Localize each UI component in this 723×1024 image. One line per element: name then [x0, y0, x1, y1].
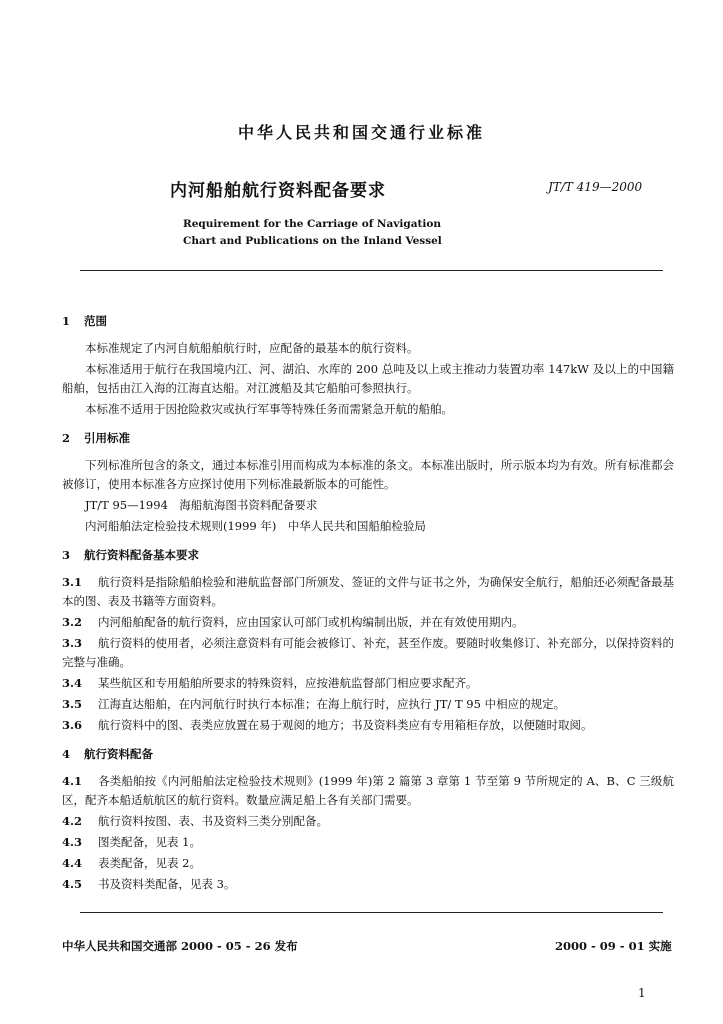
- section-1-heading: 1 范围: [62, 314, 107, 328]
- document-body: [62, 302, 674, 896]
- footer-divider: [80, 912, 663, 913]
- section-2-paragraph: 下列标准所包含的条文，通过本标准引用而构成为本标准的条文。本标准出版时，所示版本均为有效。所有标准都会被修订，使用本标准各方应探讨使用下列标准最新版本的可能性。: [62, 458, 674, 491]
- clause-3-2: 3.2 内河船舶配备的航行资料，应由国家认可部门或机构编制出版，并在有效使用期内。: [62, 615, 524, 629]
- clause-4-4: 4.4 表类配备，见表 2。: [62, 856, 201, 870]
- page-number: 1: [638, 986, 646, 1000]
- section-1-paragraph: 本标准适用于航行在我国境内江、河、湖泊、水库的 200 总吨及以上或主推动力装置功率 147kW 及以上的中国籍船舶，包括由江入海的江海直达船。对江渡船及其它船舶可参照执行。: [62, 362, 674, 395]
- clause-3-4: 3.4 某些航区和专用船舶所要求的特殊资料，应按港航监督部门相应要求配齐。: [62, 676, 478, 690]
- clause-3-1: 3.1 航行资料是指除船舶检验和港航监督部门所颁发、签证的文件与证书之外，为确保安全航行，船舶还必须配备最基本的图、表及书籍等方面资料。: [62, 575, 674, 608]
- standard-number: JT/T 419—2000: [548, 180, 643, 194]
- ministry-standard-heading: 中华人民共和国交通行业标准: [237, 123, 485, 142]
- section-2-heading: 2 引用标准: [62, 431, 130, 445]
- document-title-en: [183, 216, 442, 250]
- section-3-heading: 3 航行资料配备基本要求: [62, 548, 199, 562]
- implementation-date: 2000 - 09 - 01 实施: [555, 939, 672, 953]
- section-1-paragraph: 本标准不适用于因抢险救灾或执行军事等特殊任务而需紧急开航的船舶。: [85, 402, 453, 416]
- issue-date: 中华人民共和国交通部 2000 - 05 - 26 发布: [62, 939, 298, 953]
- header-divider: [80, 270, 663, 271]
- clause-4-1: 4.1 各类船舶按《内河船舶法定检验技术规则》(1999 年)第 2 篇第 3 章第 1 节至第 9 节所规定的 A、B、C 三级航区，配齐本船适航航区的航行资料。数量应满足船上各有关部门需要。: [62, 774, 674, 807]
- clause-4-2: 4.2 航行资料按图、表、书及资料三类分别配备。: [62, 814, 328, 828]
- title-en-line-1: Requirement for the Carriage of Navigation: [183, 218, 442, 230]
- document-title-zh: 内河船舶航行资料配备要求: [170, 181, 386, 201]
- clause-4-3: 4.3 图类配备，见表 1。: [62, 835, 201, 849]
- reference-item: 内河船舶法定检验技术规则(1999 年) 中华人民共和国船舶检验局: [85, 519, 426, 533]
- clause-3-5: 3.5 江海直达船舶，在内河航行时执行本标准；在海上航行时，应执行 JT/ T 95 中相应的规定。: [62, 697, 566, 711]
- title-en-line-2: Chart and Publications on the Inland Vessel: [183, 235, 442, 247]
- clause-4-5: 4.5 书及资料类配备，见表 3。: [62, 877, 236, 891]
- section-1-paragraph: 本标准规定了内河自航船舶航行时，应配备的最基本的航行资料。: [85, 341, 419, 355]
- clause-3-6: 3.6 航行资料中的图、表类应放置在易于观阅的地方；书及资料类应有专用箱柜存放，以便随时取阅。: [62, 718, 593, 732]
- section-4-heading: 4 航行资料配备: [62, 747, 153, 761]
- reference-item: JT/T 95—1994 海船航海图书资料配备要求: [85, 498, 318, 512]
- clause-3-3: 3.3 航行资料的使用者，必须注意资料有可能会被修订、补充，甚至作废。要随时收集修订、补充部分，以保持资料的完整与准确。: [62, 636, 674, 669]
